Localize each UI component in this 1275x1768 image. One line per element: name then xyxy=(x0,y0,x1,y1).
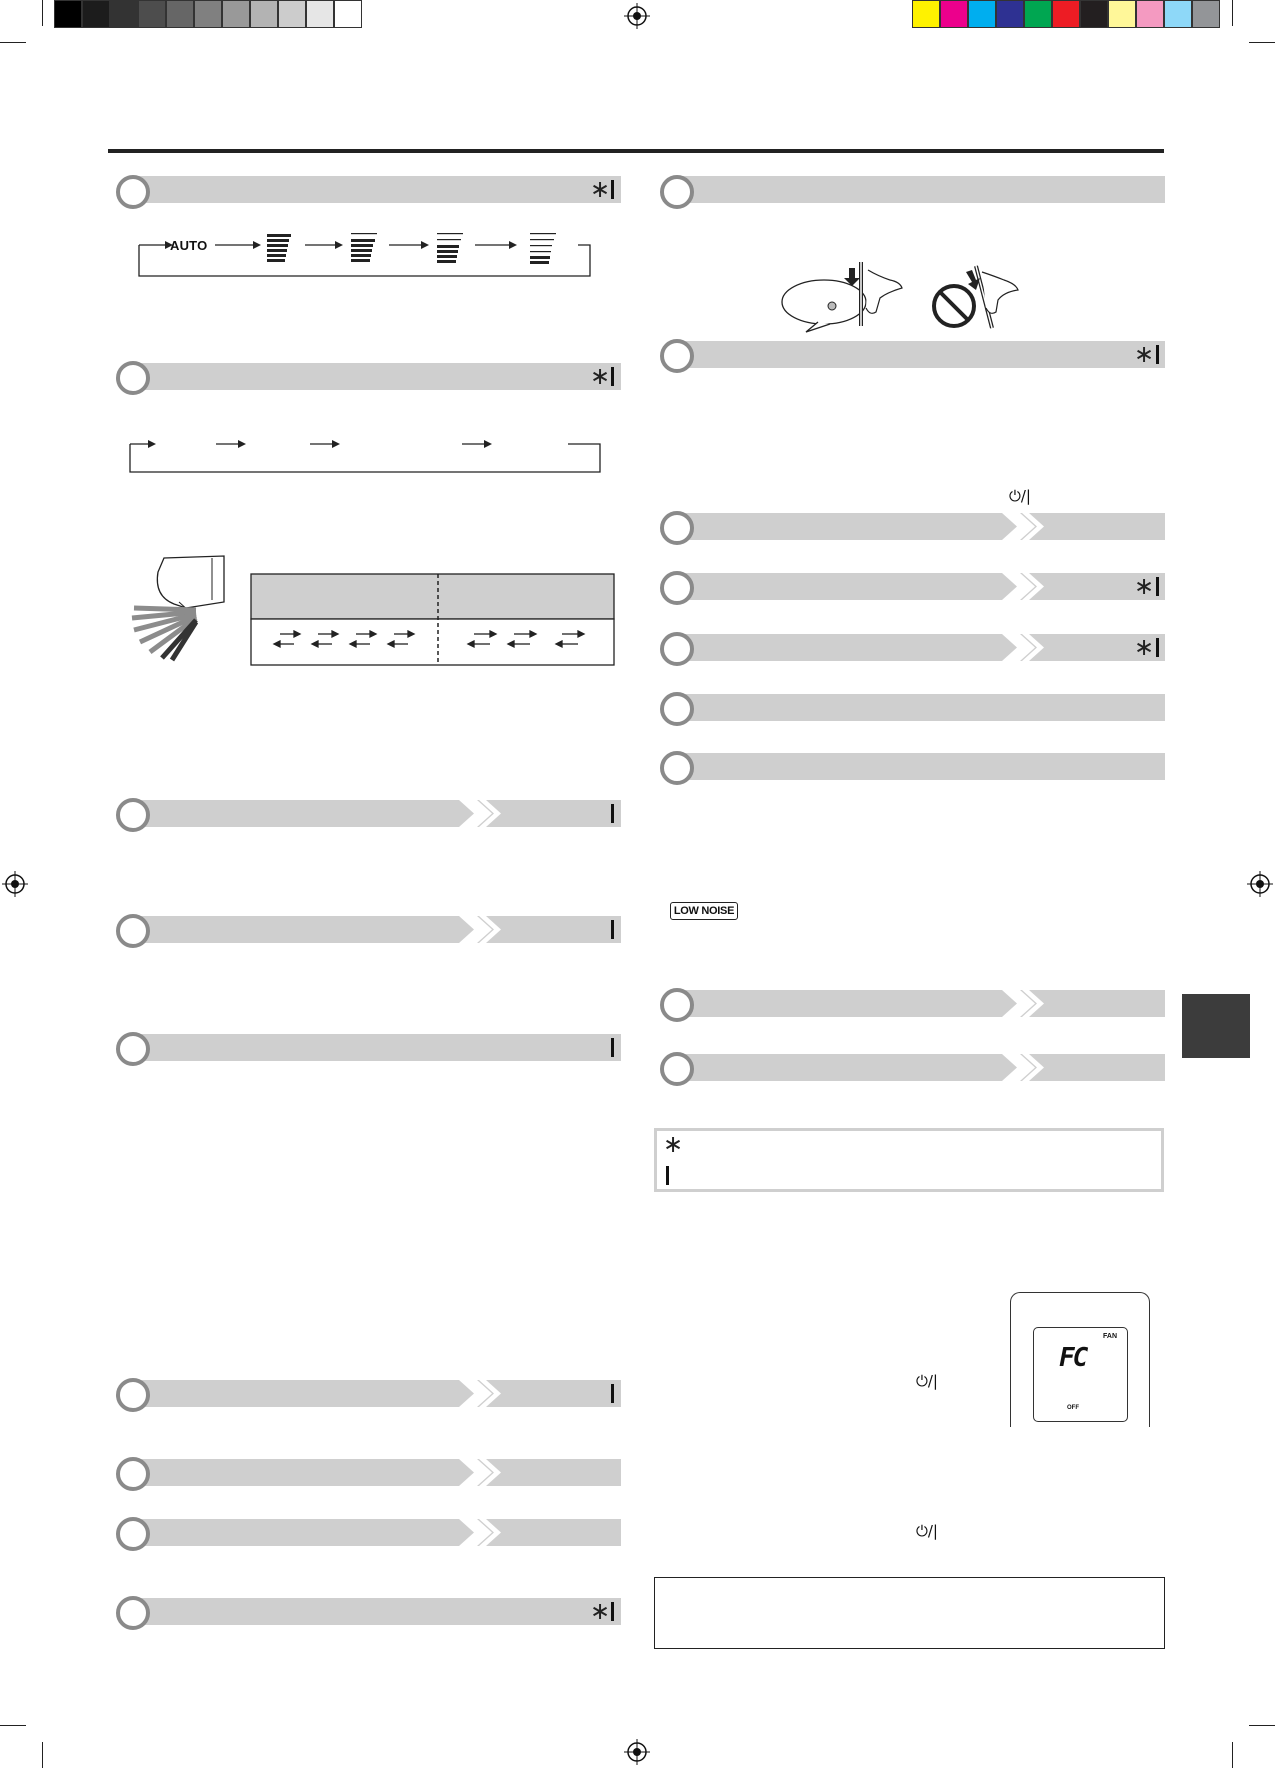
registration-target-left xyxy=(2,871,28,897)
indicator-bar-icon xyxy=(611,180,614,199)
star-icon: ∗ xyxy=(1134,340,1155,368)
star-icon: ∗ xyxy=(1134,633,1155,661)
chapter-tab xyxy=(1182,994,1250,1058)
indicator-bar-icon xyxy=(611,367,614,386)
auto-label: AUTO xyxy=(170,238,208,253)
registration-target-bottom xyxy=(624,1739,650,1765)
reset-button-pen-illustration xyxy=(778,258,1040,334)
note-box xyxy=(654,1577,1165,1649)
symbol-legend-box xyxy=(654,1128,1164,1192)
lcd-fan-label: FAN xyxy=(1103,1333,1117,1340)
power-icon: ⏻/| xyxy=(916,1522,938,1540)
star-icon: ∗ xyxy=(590,1597,611,1625)
indicator-bar-icon xyxy=(611,1384,614,1403)
indicator-bar-icon xyxy=(611,1038,614,1057)
header-rule xyxy=(108,149,1164,153)
indicator-bar-icon xyxy=(1156,638,1159,657)
indicator-bar-icon xyxy=(611,1602,614,1621)
indicator-bar-icon xyxy=(666,1166,669,1185)
swing-position-table xyxy=(250,573,616,667)
power-icon: ⏻/| xyxy=(916,1372,938,1390)
registration-target-top xyxy=(624,3,650,29)
star-icon: ∗ xyxy=(590,175,611,203)
indicator-bar-icon xyxy=(1156,577,1159,596)
indicator-bar-icon xyxy=(611,804,614,823)
indicator-bar-icon xyxy=(611,920,614,939)
low-noise-indicator: LOW NOISE xyxy=(670,902,738,920)
star-icon: ∗ xyxy=(663,1130,684,1158)
indicator-bar-icon xyxy=(1156,345,1159,364)
remote-lcd-screen xyxy=(1033,1327,1128,1422)
star-icon: ∗ xyxy=(1134,572,1155,600)
fan-speed-diagram xyxy=(135,225,595,281)
power-icon: ⏻/| xyxy=(1009,487,1031,505)
lcd-off-label: OFF xyxy=(1067,1405,1079,1411)
lcd-code: FC xyxy=(1059,1343,1087,1373)
indoor-unit-illustration xyxy=(124,552,234,664)
star-icon: ∗ xyxy=(590,362,611,390)
registration-target-right xyxy=(1247,871,1273,897)
swing-cycle-diagram xyxy=(126,432,606,474)
